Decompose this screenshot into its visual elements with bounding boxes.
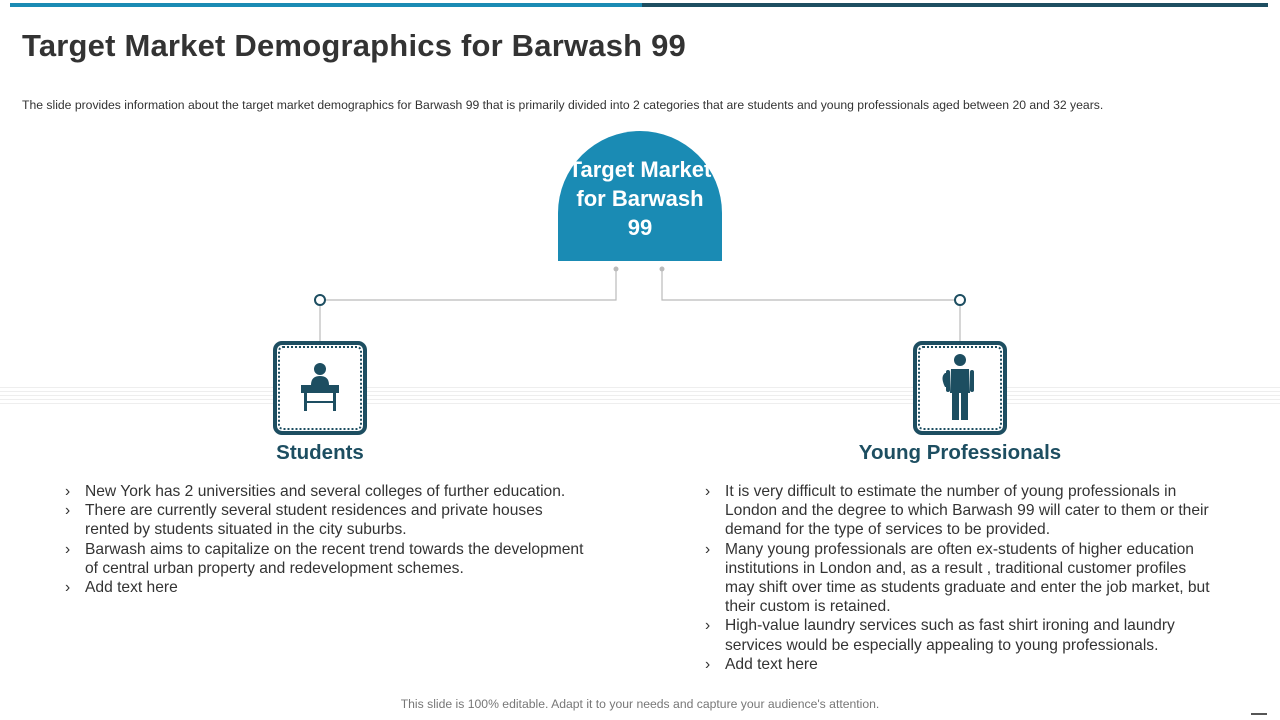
- hub-label: Target Market for Barwash 99: [568, 156, 712, 240]
- list-item: › There are currently several student residences and private houses rented by students situated in the city suburbs.: [65, 501, 585, 539]
- students-icon-box: [273, 341, 367, 435]
- connector-node-left: [315, 295, 325, 305]
- student-desk-icon: [277, 345, 363, 431]
- list-item: › Many young professionals are often ex-students of higher education institutions in London and, as a result , traditional customer profiles may shift over time as students graduate and enter the job market, but their custom is retained.: [705, 540, 1215, 617]
- connector-node-right: [955, 295, 965, 305]
- connector-line-right: [662, 271, 954, 300]
- professionals-bullet-list: [705, 482, 1215, 674]
- footer-note: This slide is 100% editable. Adapt it to your needs and capture your audience's attention.: [400, 697, 880, 711]
- list-item: › It is very difficult to estimate the number of young professionals in London and the degree to which Barwash 99 will cater to them or their demand for the type of services to be provided.: [705, 482, 1215, 540]
- students-heading: Students: [276, 441, 364, 464]
- list-item: › Barwash aims to capitalize on the recent trend towards the development of central urban property and redevelopment schemes.: [65, 540, 585, 578]
- young-professionals-heading: Young Professionals: [858, 441, 1062, 464]
- young-professional-icon: [917, 345, 1003, 431]
- list-item: › Add text here: [705, 655, 1215, 674]
- connector-dot-right: [660, 267, 665, 272]
- slide-title: Target Market Demographics for Barwash 99: [22, 28, 686, 63]
- list-item: › High-value laundry services such as fast shirt ironing and laundry services would be especially appealing to young professionals.: [705, 616, 1215, 654]
- students-bullet-list: [65, 482, 585, 597]
- corner-mark: [1251, 713, 1267, 715]
- professionals-icon-box: [913, 341, 1007, 435]
- slide-subtitle: The slide provides information about the target market demographics for Barwash 99 that is primarily divided into 2 categories that are students and young professionals aged between 20 and 32 years.: [22, 98, 1104, 112]
- connector-line-left: [326, 271, 616, 300]
- connector-dot-left: [614, 267, 619, 272]
- list-item: › Add text here: [65, 578, 585, 597]
- list-item: › New York has 2 universities and several colleges of further education.: [65, 482, 585, 501]
